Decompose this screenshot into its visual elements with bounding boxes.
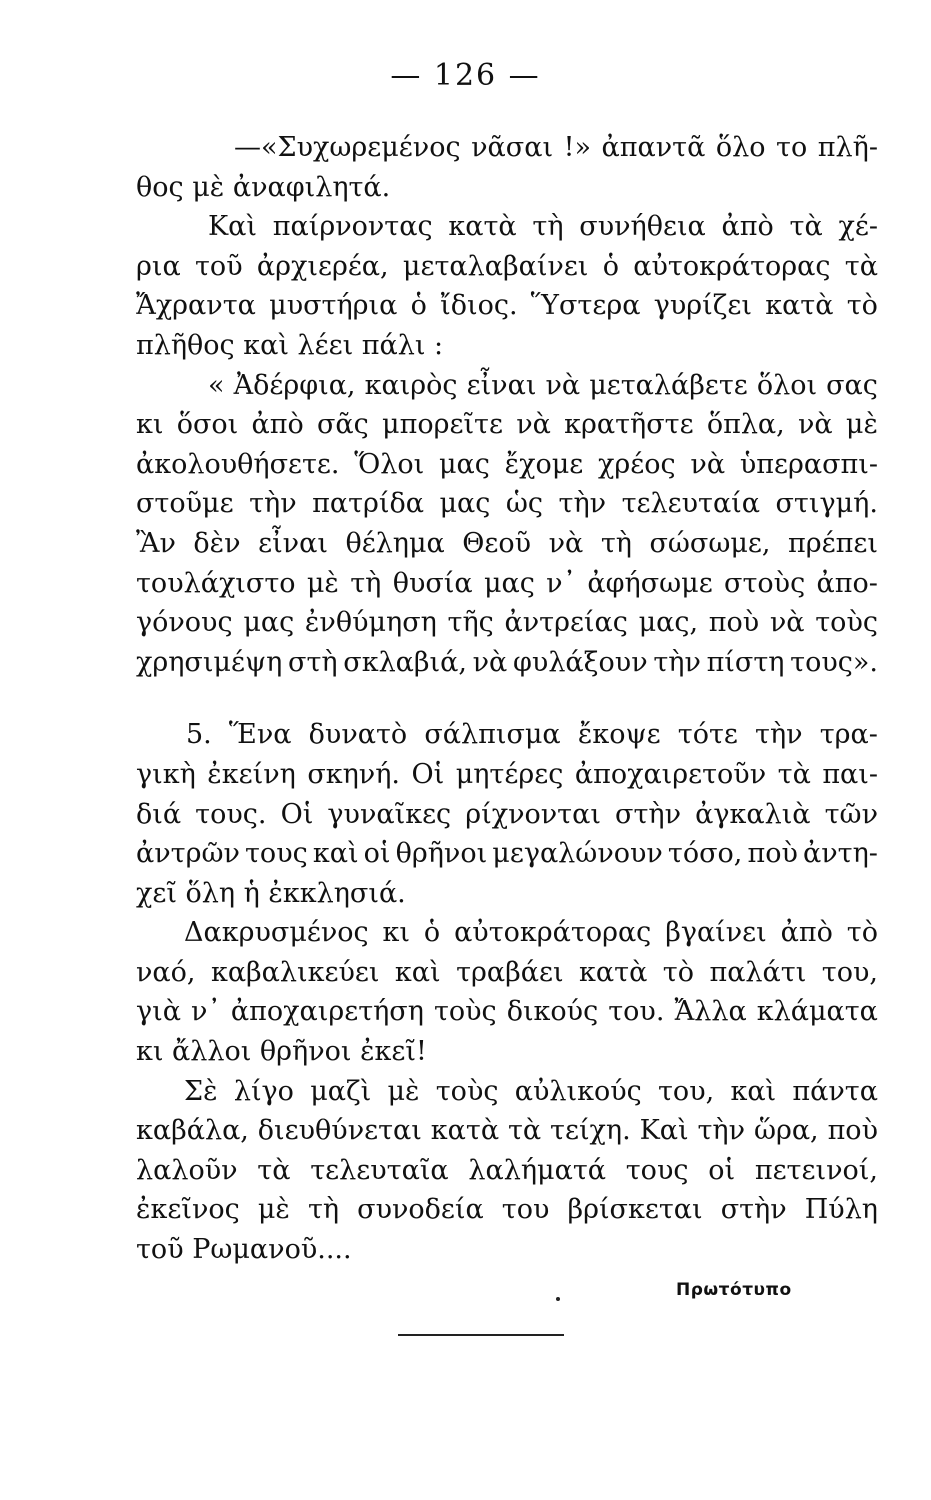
word: μας <box>483 567 535 599</box>
word: τὰ <box>844 250 878 282</box>
text-line <box>136 603 878 643</box>
word: σάλπισμα <box>424 719 561 751</box>
word: στὴν <box>720 1194 787 1226</box>
line-text: πλῆθος καὶ λέει πάλι : <box>136 329 444 361</box>
word: νὰ <box>545 369 581 401</box>
word: ὅπλα, <box>706 409 785 441</box>
word: συνήθεια <box>579 211 706 243</box>
text-line <box>136 913 878 953</box>
word: τὴν <box>755 719 803 751</box>
word: ὥρα, <box>753 1115 819 1147</box>
word: τὴν <box>558 488 607 520</box>
text-line <box>136 207 878 247</box>
word: τους <box>245 838 308 870</box>
word: Ἄλλα <box>674 996 747 1028</box>
word: ὅσοι <box>176 409 239 441</box>
word: λίγο <box>233 1075 294 1107</box>
word: καιρὸς <box>364 369 458 401</box>
word: ὁ <box>410 290 427 322</box>
word: του <box>501 1194 550 1226</box>
word: ρια <box>136 250 181 282</box>
word: Οἱ <box>280 798 314 830</box>
word: τότε <box>677 719 738 751</box>
word: του, <box>658 1075 715 1107</box>
word: τὸ <box>846 290 878 322</box>
word: καβαλικεύει <box>210 956 380 988</box>
word: Ἂν <box>136 527 176 559</box>
word: ὅλο <box>715 132 766 163</box>
word: νὰ <box>769 607 805 639</box>
word: γυναῖκες <box>327 798 452 830</box>
word: γιὰ <box>136 996 181 1028</box>
word: τοῦ <box>195 250 243 282</box>
word: Σὲ <box>184 1075 218 1107</box>
word: νᾶσαι <box>471 132 554 163</box>
word: κι <box>136 409 164 441</box>
dot-mark <box>556 1297 560 1301</box>
word: νὰ <box>690 448 726 480</box>
word: πρέπει <box>788 527 878 559</box>
word: γικὴ <box>136 758 196 790</box>
word: στὴν <box>615 798 682 830</box>
text-line <box>136 874 878 914</box>
word: θρῆνοι <box>395 838 488 870</box>
word: μεταλαβαίνει <box>402 250 589 282</box>
word: κρατῆστε <box>564 409 694 441</box>
word: αὐτοκράτορας <box>633 250 831 282</box>
word: στοὺς <box>724 567 806 599</box>
text-line <box>136 992 878 1032</box>
word: ἀντρείας <box>504 607 628 639</box>
word: κλάματα <box>756 996 878 1028</box>
word: παλάτι <box>709 956 807 988</box>
word: ἀκολουθήσετε. <box>136 448 340 480</box>
word: πάντα <box>792 1075 878 1107</box>
word: μας <box>439 488 491 520</box>
footnote-rule <box>398 1334 564 1336</box>
word: ἀπὸ <box>251 409 304 441</box>
word: στιγμή. <box>775 488 878 520</box>
word: καὶ <box>730 1075 777 1107</box>
word: βρίσκεται <box>567 1194 703 1226</box>
word: μας <box>439 448 490 480</box>
word: φυλάξουν <box>513 646 648 678</box>
word: τους. <box>195 798 267 830</box>
word: το <box>776 132 808 163</box>
word: ἀρχιερέα, <box>256 250 389 282</box>
word: Δακρυσμένος <box>184 917 369 949</box>
word: νὰ <box>798 409 833 441</box>
word: νὰ <box>516 409 551 441</box>
text-line <box>136 168 878 208</box>
word: Ὅλοι <box>354 448 425 480</box>
word: νὰ <box>472 646 508 678</box>
word: τόσο, <box>667 838 743 870</box>
word: μὲ <box>306 567 339 599</box>
page-number: — 126 — <box>390 58 541 93</box>
word: θέλημα <box>345 527 445 559</box>
word: ἀπὸ <box>780 917 833 949</box>
word: στὴ <box>288 646 338 678</box>
word: μεταλάβετε <box>589 369 748 401</box>
word: ν᾽ <box>190 996 221 1028</box>
text-line <box>136 128 878 168</box>
text-line <box>136 755 878 795</box>
word: τῶν <box>824 798 878 830</box>
word: κι <box>382 917 411 949</box>
word: τὸ <box>846 917 878 949</box>
word: ὑπερασπι- <box>739 448 878 480</box>
word: ποὺ <box>708 607 760 639</box>
word: λαλοῦν <box>136 1154 238 1186</box>
text-line <box>136 1230 878 1270</box>
word: ἔχομε <box>504 448 584 480</box>
word: Οἱ <box>411 758 445 790</box>
word: κατὰ <box>579 956 648 988</box>
word: τὴν <box>697 1115 746 1147</box>
word: τείχη. <box>550 1115 631 1147</box>
word: μυστήρια <box>269 290 398 322</box>
word: ἀπο- <box>816 567 878 599</box>
word: ἀπαντᾶ <box>601 132 706 163</box>
word: ποὺ <box>747 838 798 870</box>
text-line <box>136 445 878 485</box>
word: τῆς <box>447 607 494 639</box>
word: τοὺς <box>433 996 497 1028</box>
word: τὴν <box>653 646 701 678</box>
word: αὐτοκράτορας <box>454 917 652 949</box>
word: πατρίδα <box>312 488 424 520</box>
word: τελευταία <box>621 488 760 520</box>
word: χέ- <box>838 211 878 243</box>
text-line <box>136 1190 878 1230</box>
word: πίστη <box>706 646 785 678</box>
word: οἱ <box>708 1154 736 1186</box>
word: ὁ <box>602 250 619 282</box>
word: ἴδιος. <box>440 290 518 322</box>
text-line <box>136 953 878 993</box>
word: ἐνθύμηση <box>304 607 437 639</box>
word: τουλάχιστο <box>136 567 296 599</box>
word: παι- <box>822 758 878 790</box>
word: στοῦμε <box>136 488 234 520</box>
word: 5. <box>186 719 212 751</box>
word: εἶναι <box>466 369 537 401</box>
word: χρέος <box>598 448 676 480</box>
text-line <box>136 1032 878 1072</box>
word: πλῆ- <box>817 132 878 163</box>
word: σας <box>826 369 878 401</box>
word: νὰ <box>548 527 584 559</box>
word: —«Συχωρεμένος <box>234 132 461 163</box>
word: μας <box>243 607 295 639</box>
word: τελευταῖα <box>310 1154 449 1186</box>
word: ποὺ <box>827 1115 878 1147</box>
text-line <box>136 405 878 445</box>
text-line <box>136 524 878 564</box>
word: θυσία <box>392 567 473 599</box>
word: μὲ <box>257 1194 290 1226</box>
word: σκλαβιά, <box>343 646 467 678</box>
word: μας, <box>638 607 699 639</box>
word: ἀποχαιρετοῦν <box>574 758 767 790</box>
word: μὲ <box>387 1075 420 1107</box>
text-line <box>136 247 878 287</box>
word: τὰ <box>789 211 823 243</box>
word: του. <box>608 996 665 1028</box>
word: κατὰ <box>430 1115 500 1147</box>
word: δὲν <box>193 527 241 559</box>
word: ἐκεῖνος <box>136 1194 240 1226</box>
word: τρα- <box>819 719 878 751</box>
word: Ἕνα <box>228 719 292 751</box>
line-text: θος μὲ ἀναφιλητά. <box>136 171 391 203</box>
word: Καὶ <box>208 211 257 243</box>
word: σώσωμε, <box>649 527 771 559</box>
word: ν᾽ <box>546 567 577 599</box>
word: ἀντη- <box>803 838 878 870</box>
word: ναό, <box>136 956 196 988</box>
word: διευθύνεται <box>257 1115 422 1147</box>
word: τους <box>625 1154 689 1186</box>
word: γυρίζει <box>653 290 752 322</box>
word: χρησιμέψη <box>136 646 283 678</box>
word: σᾶς <box>316 409 369 441</box>
text-line <box>136 834 878 874</box>
word: δικούς <box>506 996 599 1028</box>
text-line <box>136 1151 878 1191</box>
word: σκηνή. <box>307 758 400 790</box>
word: οἱ <box>363 838 391 870</box>
line-text: τοῦ Ρωμανοῦ.... <box>136 1234 352 1266</box>
source-note: Πρωτότυπο <box>676 1280 792 1300</box>
word: ὁ <box>423 917 441 949</box>
word: γόνους <box>136 607 233 639</box>
word: του, <box>821 956 878 988</box>
word: ἐκείνη <box>207 758 296 790</box>
text-line <box>136 715 878 755</box>
word: ἀποχαιρετήση <box>230 996 424 1028</box>
text-line <box>136 286 878 326</box>
line-text: χεῖ ὅλη ἡ ἐκκλησιά. <box>136 877 406 909</box>
word: ἀγκαλιὰ <box>695 798 811 830</box>
word: παίρνοντας <box>272 211 433 243</box>
word: μὲ <box>845 409 878 441</box>
text-line <box>136 643 878 683</box>
word: μπορεῖτε <box>382 409 503 441</box>
word: κατὰ <box>448 211 517 243</box>
line-text: κι ἄλλοι θρῆνοι ἐκεῖ! <box>136 1036 427 1068</box>
word: πετεινοί, <box>754 1154 878 1186</box>
word: μητέρες <box>455 758 564 790</box>
text-line <box>136 795 878 835</box>
word: !» <box>563 132 591 163</box>
word: δυνατὸ <box>308 719 408 751</box>
text-line <box>136 1111 878 1151</box>
word: ρίχνονται <box>465 798 601 830</box>
word: ἔκοψε <box>577 719 661 751</box>
word: διά <box>136 798 182 830</box>
word: τὰ <box>777 758 811 790</box>
word: λαλήματά <box>468 1154 606 1186</box>
word: καβάλα, <box>136 1115 249 1147</box>
word: Ἀδέρφια, <box>233 369 356 401</box>
word: τὴ <box>532 211 564 243</box>
text-line <box>136 484 878 524</box>
text-line <box>136 564 878 604</box>
word: τοὺς <box>435 1075 499 1107</box>
word: τραβάει <box>456 956 564 988</box>
word: ἀπὸ <box>721 211 774 243</box>
word: μαζὶ <box>310 1075 372 1107</box>
word: Ἄχραντα <box>136 290 256 322</box>
word: συνοδεία <box>357 1194 484 1226</box>
word: Ὕστερα <box>530 290 641 322</box>
word: τὴ <box>307 1194 340 1226</box>
word: μεγαλώνουν <box>492 838 663 870</box>
text-line <box>136 326 878 366</box>
word: ἀντρῶν <box>136 838 240 870</box>
word: εἶναι <box>258 527 328 559</box>
word: αὐλικούς <box>514 1075 642 1107</box>
word: τὴ <box>350 567 382 599</box>
word: ἀφήσωμε <box>587 567 713 599</box>
word: Θεοῦ <box>462 527 532 559</box>
word: ὡς <box>505 488 544 520</box>
word: τους». <box>790 646 878 678</box>
text-line <box>136 1072 878 1112</box>
word: « <box>208 369 225 401</box>
word: βγαίνει <box>665 917 767 949</box>
word: τὴ <box>600 527 632 559</box>
word: Καὶ <box>639 1115 689 1147</box>
word: τὴν <box>249 488 297 520</box>
word: τοὺς <box>815 607 878 639</box>
body-text <box>136 128 878 1270</box>
word: ὅλοι <box>756 369 818 401</box>
word: τὰ <box>507 1115 542 1147</box>
word: τὸ <box>662 956 694 988</box>
word: καὶ <box>312 838 359 870</box>
word: κατὰ <box>765 290 834 322</box>
text-line <box>136 366 878 406</box>
word: καὶ <box>394 956 441 988</box>
word: Πύλη <box>804 1194 878 1226</box>
word: τὰ <box>257 1154 291 1186</box>
